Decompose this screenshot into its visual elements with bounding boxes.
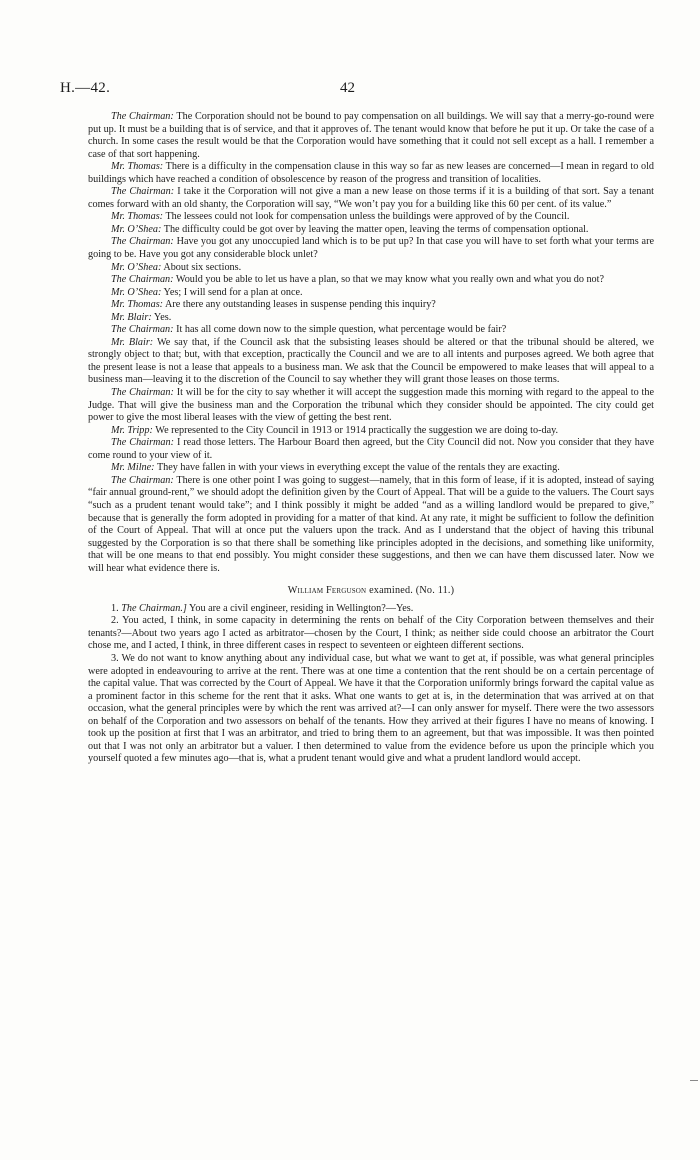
evidence-paragraph (88, 653, 654, 766)
paragraph (88, 111, 654, 161)
speaker: The Chairman: (111, 236, 174, 248)
speaker: Mr. O’Shea: (111, 223, 162, 235)
paragraph (88, 462, 654, 475)
paragraph-text: About six sections. (161, 261, 242, 273)
speaker: Mr. Thomas: (111, 211, 164, 223)
speaker: The Chairman: (111, 274, 174, 286)
speaker: The Chairman.] (121, 602, 187, 614)
evidence-text: You are a civil engineer, residing in Wellington?—Yes. (186, 602, 414, 614)
paragraph-text: Are there any outstanding leases in suspense pending this inquiry? (163, 299, 436, 311)
paragraph (88, 337, 654, 387)
speaker: The Chairman: (111, 387, 174, 399)
speaker: The Chairman: (111, 186, 175, 198)
speaker: Mr. Blair: (111, 311, 152, 323)
speaker: Mr. Tripp: (111, 424, 153, 436)
page-number: 42 (340, 80, 355, 96)
speaker: The Chairman: (111, 324, 174, 336)
paragraph (88, 186, 654, 211)
paragraph (88, 299, 654, 312)
speaker: Mr. O’Shea: (111, 286, 162, 298)
evidence-text: We do not want to know anything about any individual case, but what we want to get at, if possible, was what general principles were adopted in endeavouring to arrive at the rent. There was at one time a contention that the rent should be on a certain percentage of the capital value. That was corrected by the Court of Appeal. We have it that the Corporation uniformly brings forward the capital value as a prominent factor in this scheme for the rent that it asks. What one wants to get at is, in the determination that was arrived at on that occasion, what the general principles were by which the rent was arrived at?—I can only answer for myself. There were the two assessors on behalf of the Corporation and two assessors on behalf of the tenants. How they arrived at their figures I have no means of knowing. I took up the position at first that I was an arbitrator, and tried to bring them to an agreement, but that was impossible. It was then pointed out that I was not only an arbitrator but a valuer. I then determined to value from the evidence before us upon the principle which you yourself quoted a few minutes ago—that is, what a prudent tenant would give and what a prudent landlord would accept. (88, 652, 654, 765)
paragraph (88, 262, 654, 275)
witness-heading (88, 585, 654, 598)
paragraph (88, 224, 654, 237)
question-number: 3. (111, 652, 122, 664)
paragraph (88, 425, 654, 438)
evidence-paragraph (88, 615, 654, 653)
evidence-text: You acted, I think, in some capacity in determining the rents on behalf of the City Corporation between themselves and their tenants?—About two years ago I acted as arbitrator—chosen by the Court, I think; as neither side could choose an arbitrator the Court chose me, and I acted, I think, in three different cases in respect to seventeen or eighteen different sections. (88, 615, 654, 652)
paragraph-text: The Corporation should not be bound to pay compensation on all buildings. We will say that a merry-go-round were put up. It must be a building that is of service, and that it approves of. The tenant would know that before he put it up. Or take the case of a church. In some cases the result would be that the Corporation would have something that it could not sell except as a hall. I remember a case of that sort happening. (88, 111, 655, 160)
paragraph (88, 211, 654, 224)
speaker: Mr. Thomas: (111, 299, 164, 311)
paragraph-text: Yes; I will send for a plan at once. (161, 286, 303, 298)
evidence-paragraph (88, 603, 654, 616)
paragraph (88, 437, 654, 462)
paragraph (88, 161, 654, 186)
paragraph-text: Would you be able to let us have a plan, so that we may know what you really own and what you do not? (173, 274, 604, 286)
paragraph-text: I read those letters. The Harbour Board then agreed, but the City Council did not. Now you consider that they have come round to your view of it. (88, 437, 654, 461)
paragraph-text: It will be for the city to say whether it will accept the suggestion made this morning with regard to the appeal to the Judge. That will give the business man and the Corporation the tribunal which they consider should be appointed. The city could get power to give the most liberal leases with the view of getting the best rent. (88, 387, 654, 424)
speaker: The Chairman: (111, 111, 174, 122)
speaker: Mr. Thomas: (111, 161, 164, 173)
paragraph-text: There is a difficulty in the compensation clause in this way so far as new leases are concerned—I mean in regard to old buildings which have reached a condition of obsolescence by reason of the progress and transition of localities. (88, 161, 654, 185)
question-number: 1. (111, 602, 122, 614)
speaker: The Chairman: (111, 437, 174, 449)
paragraph-text: I take it the Corporation will not give a man a new lease on those terms if it is a building of that sort. Say a tenant comes forward with an old shanty, the Corporation will say, “We won’t pay you for a building like this 60 per cent. of its value.” (88, 186, 655, 210)
margin-mark (690, 1080, 698, 1081)
paragraph-text: The lessees could not look for compensation unless the buildings were approved of by the Council. (163, 211, 570, 223)
speaker: The Chairman: (111, 474, 174, 486)
paragraph (88, 312, 654, 325)
paragraph-text: They have fallen in with your views in everything except the value of the rentals they are exacting. (154, 462, 560, 474)
speaker: Mr. O’Shea: (111, 261, 162, 273)
document-body (88, 111, 654, 766)
paragraph (88, 287, 654, 300)
speaker: Mr. Blair: (111, 336, 154, 348)
paragraph-text: It has all come down now to the simple question, what percentage would be fair? (173, 324, 507, 336)
paragraph-text: We say that, if the Council ask that the subsisting leases should be altered or that the tribunal should be altered, we strongly object to that; but, with that exception, practically the Council and we are to all intents and purposes agreed. We both agree that the present lease is not a lease that appeals to a business man. We ask that the Council be empowered to make leases that will appeal to a business man—leaving it to the discretion of the Council to say whether they will grant those leases on those terms. (88, 336, 654, 386)
paragraph (88, 324, 654, 337)
paragraph-text: Have you got any unoccupied land which is to be put up? In that case you will have to set forth what your terms are going to be. Have you got any considerable block unlet? (88, 236, 654, 261)
paragraph (88, 387, 654, 425)
paragraph-text: There is one other point I was going to suggest—namely, that in this form of lease, if it is adopted, instead of saying “fair annual ground-rent,” we should adopt the definition given by the Court of Appeal. That will be a guide to the valuers. The Court says “such as a prudent tenant would take”; and I think possibly it might be added “and as a willing landlord would be prepared to give,” because that is generally the form adopted in providing for a matter of that kind. At any rate, it might be sufficient to follow the definition of the Court of Appeal. That will at once put the valuers upon the track. And as I understand that the object of having this tribunal suggested by the Corporation is so that there shall be something like principles adopted in the decisions, and something like uniformity, that will be one means to that end possibly. You might consider these suggestions, and then we can have them discussed later. Now we will hear what evidence there is. (88, 474, 655, 574)
question-number: 2. (111, 615, 123, 627)
paragraph (88, 274, 654, 287)
paragraph (88, 236, 654, 261)
paragraph-text: We represented to the City Council in 1913 or 1914 practically the suggestion we are doing to-day. (152, 424, 559, 436)
document-reference: H.—42. (60, 80, 111, 96)
speaker: Mr. Milne: (111, 462, 155, 474)
paragraph-text: Yes. (151, 311, 172, 323)
paragraph (88, 475, 654, 575)
paragraph-text: The difficulty could be got over by leaving the matter open, leaving the terms of compensation optional. (161, 223, 589, 235)
witness-name: William Ferguson (287, 585, 367, 597)
witness-heading-text: examined. (No. 11.) (366, 585, 455, 597)
